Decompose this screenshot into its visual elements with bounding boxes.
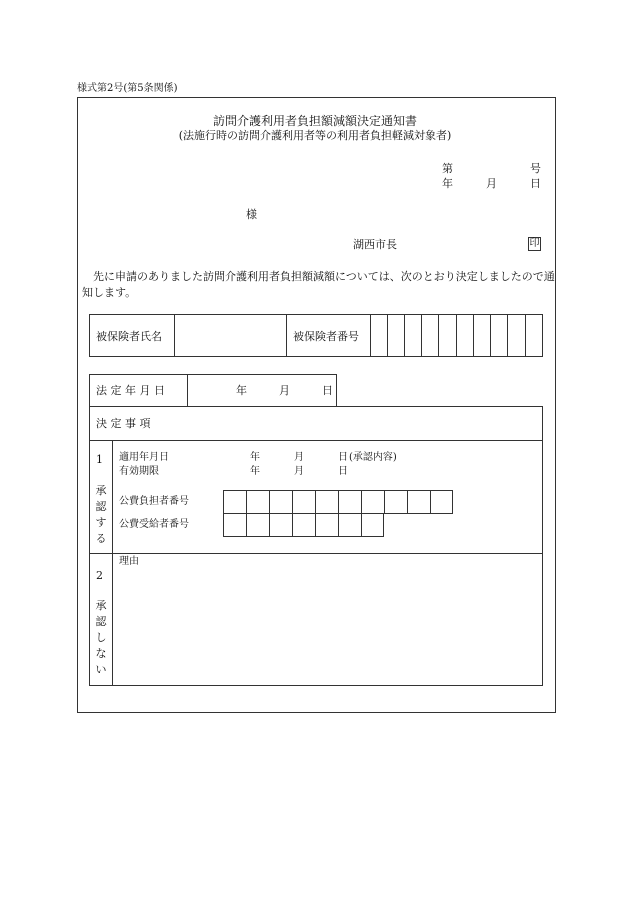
seal-mark: 印 [529,238,540,249]
digit-cell-divider [338,514,339,536]
digit-cell-divider [292,514,293,536]
applicable-date-label: 適用年月日 [119,452,169,463]
approve-number: 1 [96,453,103,466]
digit-cell-divider [315,514,316,536]
validity-month: 月 [294,466,304,477]
digit-cell-divider [421,314,422,357]
divider [89,440,543,441]
date-day: 日 [530,177,541,190]
decision-items-label: 決 定 事 項 [96,417,151,430]
doc-no-go: 号 [530,162,541,175]
document-subtitle: (法施行時の訪問介護利用者等の利用者負担軽減対象者) [178,129,452,142]
digit-cell-divider [507,314,508,357]
form-number: 様式第2号(第5条関係) [77,83,178,94]
not-approve-label-char: い [95,662,107,676]
digit-cell-divider [456,314,457,357]
decision-date-month[interactable]: 月 [279,384,290,397]
document-title: 訪問介護利用者負担額減額決定通知書 [212,114,417,128]
digit-cell-divider [361,491,362,513]
reason-label: 理由 [119,556,139,567]
digit-cell-divider [490,314,491,357]
public-recipient-cells[interactable] [223,513,384,537]
not-approve-label-char: 認 [95,614,107,628]
not-approve-label-char: な [95,646,107,660]
public-payer-cells[interactable] [223,490,453,514]
doc-no-dai: 第 [442,162,453,175]
approval-contents-label: (承認内容) [349,452,397,463]
decision-date-label: 法 定 年 月 日 [96,384,165,397]
approve-label-char: 承 [95,484,107,497]
digit-cell-divider [525,314,526,357]
digit-cell-divider [438,314,439,357]
insured-name-label: 被保険者氏名 [96,330,162,343]
body-text-line1: 先に申請のありました訪問介護利用者負担額減額については、次のとおり決定しましたので通 [93,270,555,283]
divider [286,314,287,357]
digit-cell-divider [269,491,270,513]
digit-cell-divider [246,514,247,536]
digit-cell-divider [361,514,362,536]
digit-cell-divider [384,491,385,513]
divider [89,553,543,554]
not-approve-label-char: 承 [95,599,107,612]
decision-date-year[interactable]: 年 [236,384,247,397]
digit-cell-divider [246,491,247,513]
divider [187,374,188,407]
digit-cell-divider [387,314,388,357]
digit-cell-divider [338,491,339,513]
digit-cell-divider [404,314,405,357]
not-approve-label [95,598,107,678]
divider [370,314,371,357]
public-recipient-label: 公費受給者番号 [119,519,189,530]
validity-day: 日 [338,466,348,477]
applicable-year: 年 [250,452,260,463]
validity-label: 有効期限 [119,466,159,477]
approve-label [95,483,107,547]
digit-cell-divider [269,514,270,536]
addressee-suffix: 様 [246,208,257,221]
not-approve-label-char: し [95,630,107,644]
validity-year: 年 [250,466,260,477]
digit-cell-divider [430,491,431,513]
digit-cell-divider [473,314,474,357]
decision-date-day[interactable]: 日 [322,384,333,397]
approve-label-char: す [95,515,107,529]
date-month: 月 [486,177,497,190]
insured-name-field[interactable] [175,315,286,356]
public-payer-label: 公費負担者番号 [119,496,189,507]
digit-cell-divider [315,491,316,513]
applicable-day: 日 [338,452,348,463]
applicable-month: 月 [294,452,304,463]
insured-no-label: 被保険者番号 [293,330,359,343]
digit-cell-divider [292,491,293,513]
date-year: 年 [442,177,453,190]
digit-cell-divider [407,491,408,513]
body-text-line2: 知します。 [82,286,137,299]
reason-field[interactable] [114,568,542,684]
approve-label-char: る [95,531,107,545]
divider [112,440,113,686]
not-approve-number: 2 [96,569,103,582]
approve-label-char: 認 [95,499,107,513]
issuer-name: 湖西市長 [353,238,397,251]
